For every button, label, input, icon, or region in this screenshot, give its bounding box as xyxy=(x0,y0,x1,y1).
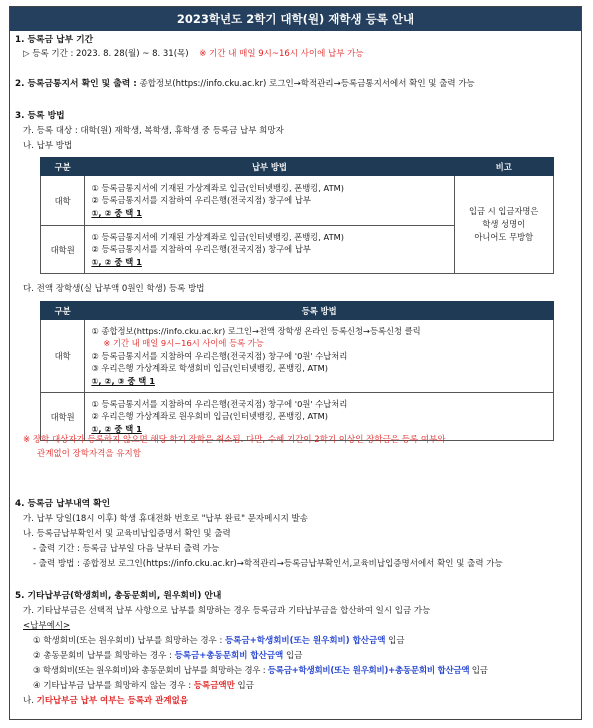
section-2 xyxy=(15,78,475,90)
table1-choice: ①, ② 중 택 1 xyxy=(91,256,142,267)
section-3-scholarship-label: 다. 전액 장학생(실 납부액 0원인 학생) 등록 방법 xyxy=(23,284,205,294)
section-4-certificate: 나. 등록금납부확인서 및 교육비납입증명서 확인 및 출력 xyxy=(23,529,231,539)
table2-line: ① 종합정보(https://info.cku.ac.kr) 로그인→전액 장학생 온라인 등록신청→등록신청 클릭 xyxy=(91,325,421,336)
table2-row-content xyxy=(85,320,554,393)
document-title: 2023학년도 2학기 대학(원) 재학생 등록 안내 xyxy=(10,7,581,31)
registration-period xyxy=(23,48,364,60)
table2-line: ② 우리은행 가상계좌로 원우회비 입금(인터넷뱅킹, 폰뱅킹, ATM) xyxy=(91,411,328,422)
registration-period-text: ▷ 등록 기간 : 2023. 8. 28(월) ~ 8. 31(목) xyxy=(23,49,189,59)
example-amount: 등록금+총동문회비 합산금액 xyxy=(174,651,284,661)
example-text: ① 학생회비(또는 원우회비) 납부를 희망하는 경우 : xyxy=(33,636,226,646)
payment-method-table xyxy=(40,157,554,274)
example-suffix: 입금 xyxy=(283,651,303,661)
example-text: ② 총동문회비 납부를 희망하는 경우 : xyxy=(33,651,175,661)
section-3-heading: 3. 등록 방법 xyxy=(15,111,65,121)
scholarship-warning-line2: 관계없이 장학자격을 유지함 xyxy=(37,449,141,459)
section-5-independence xyxy=(23,695,188,707)
table2-line: ② 등록금통지서를 지참하여 우리은행(전국지점) 창구에 '0원' 수납처리 xyxy=(91,350,348,361)
example-suffix: 입금 xyxy=(385,636,405,646)
section-5-na-prefix: 나. xyxy=(23,696,37,706)
example-suffix: 입금 xyxy=(469,666,488,676)
example-amount: 등록금액만 xyxy=(193,681,235,691)
table2-line: ③ 우리은행 가상계좌로 학생회비 입금(인터넷뱅킹, 폰뱅킹, ATM) xyxy=(91,363,328,374)
table1-line: ① 등록금통지서에 기재된 가상계좌로 입금(인터넷뱅킹, 폰뱅킹, ATM) xyxy=(91,231,345,242)
table1-note xyxy=(454,176,553,274)
section-4-sms: 가. 납부 당일(18시 이후) 학생 휴대전화 번호로 "납부 완료" 문자메시지 발송 xyxy=(23,514,308,524)
table1-row-label: 대학 xyxy=(41,176,85,226)
table2-choice: ①, ②, ③ 중 택 1 xyxy=(91,375,155,386)
table1-row-label: 대학원 xyxy=(41,226,85,274)
registration-period-note: ※ 기간 내 매일 9시~16시 사이에 납부 가능 xyxy=(199,49,364,59)
section-5-optional: 가. 기타납부금은 선택적 납부 사항으로 납부를 희망하는 경우 등록금과 기타납부금을 합산하여 일시 입금 가능 xyxy=(23,606,431,616)
table2-choice: ①, ② 중 택 1 xyxy=(91,423,142,434)
table1-note-line: 입금 시 입금자명은 xyxy=(469,206,539,216)
table1-header-note: 비고 xyxy=(454,158,553,176)
section-4-print-period: - 출력 기간 : 등록금 납부일 다음 날부터 출력 가능 xyxy=(33,544,220,554)
table-row xyxy=(41,320,554,393)
section-2-heading: 2. 등록금통지서 확인 및 출력 : xyxy=(15,79,137,89)
example-amount: 등록금+학생회비(또는 원우회비)+총동문회비 합산금액 xyxy=(267,666,470,676)
table1-row-content xyxy=(85,176,454,226)
section-2-text: 종합정보(https://info.cku.ac.kr) 로그인→학적관리→등록금통지서에서 확인 및 출력 가능 xyxy=(136,79,475,89)
section-3-target: 가. 등록 대상 : 대학(원) 재학생, 복학생, 휴학생 중 등록금 납부 희망자 xyxy=(23,126,284,136)
scholarship-registration-table xyxy=(40,301,554,441)
section-5-heading: 5. 기타납부금(학생회비, 총동문회비, 원우회비) 안내 xyxy=(15,591,222,601)
section-1-heading: 1. 등록금 납부 기간 xyxy=(15,35,94,45)
table2-header-method: 등록 방법 xyxy=(85,302,554,320)
section-4-print-method: - 출력 방법 : 종합정보 로그인(https://info.cku.ac.kr)→학적관리→등록금납부확인서,교육비납입증명서에서 확인 및 출력 가능 xyxy=(33,559,503,569)
example-amount: 등록금+학생회비(또는 원우회비) 합산금액 xyxy=(225,636,386,646)
example-suffix: 입금 xyxy=(234,681,254,691)
payment-example-4 xyxy=(33,680,254,692)
table1-row-content xyxy=(85,226,454,274)
table2-row-label: 대학 xyxy=(41,320,85,393)
payment-example-1 xyxy=(33,635,405,647)
section-5-na-text: 기타납부금 납부 여부는 등록과 관계없음 xyxy=(36,696,189,706)
table1-header-method: 납부 방법 xyxy=(85,158,454,176)
example-text: ③ 학생회비(또는 원우회비)와 총동문회비 납부를 희망하는 경우 : xyxy=(33,666,268,676)
table1-note-line: 아니어도 무방함 xyxy=(474,232,534,242)
table1-line: ① 등록금통지서에 기재된 가상계좌로 입금(인터넷뱅킹, 폰뱅킹, ATM) xyxy=(91,182,345,193)
scholarship-warning-line1: ※ 장학 대상자가 등록하지 않으면 해당 학기 장학은 취소됨. 다만, 수혜 기간이 2학기 이상인 장학금은 등록 여부와 xyxy=(23,435,446,445)
table1-choice: ①, ② 중 택 1 xyxy=(91,207,142,218)
payment-example-label: <납부예시> xyxy=(23,621,71,631)
table1-header-category: 구분 xyxy=(41,158,85,176)
table2-line: ① 등록금통지서를 지참하여 우리은행(전국지점) 창구에 '0원' 수납처리 xyxy=(91,398,348,409)
notice-document xyxy=(9,6,582,720)
section-4-heading: 4. 등록금 납부내역 확인 xyxy=(15,499,111,509)
table2-line-note: ※ 기간 내 매일 9시~16시 사이에 등록 가능 xyxy=(103,338,264,349)
payment-example-2 xyxy=(33,650,302,662)
table-row xyxy=(41,176,554,226)
table2-header-category: 구분 xyxy=(41,302,85,320)
table1-line: ② 등록금통지서를 지참하여 우리은행(전국지점) 창구에 납부 xyxy=(91,195,311,206)
table2-row-label: 대학원 xyxy=(41,393,85,441)
table1-note-line: 학생 성명이 xyxy=(482,219,526,229)
table1-line: ② 등록금통지서를 지참하여 우리은행(전국지점) 창구에 납부 xyxy=(91,244,311,255)
example-text: ④ 기타납부금 납부를 희망하지 않는 경우 : xyxy=(33,681,194,691)
section-3-method-label: 나. 납부 방법 xyxy=(23,141,73,151)
payment-example-3 xyxy=(33,665,488,677)
